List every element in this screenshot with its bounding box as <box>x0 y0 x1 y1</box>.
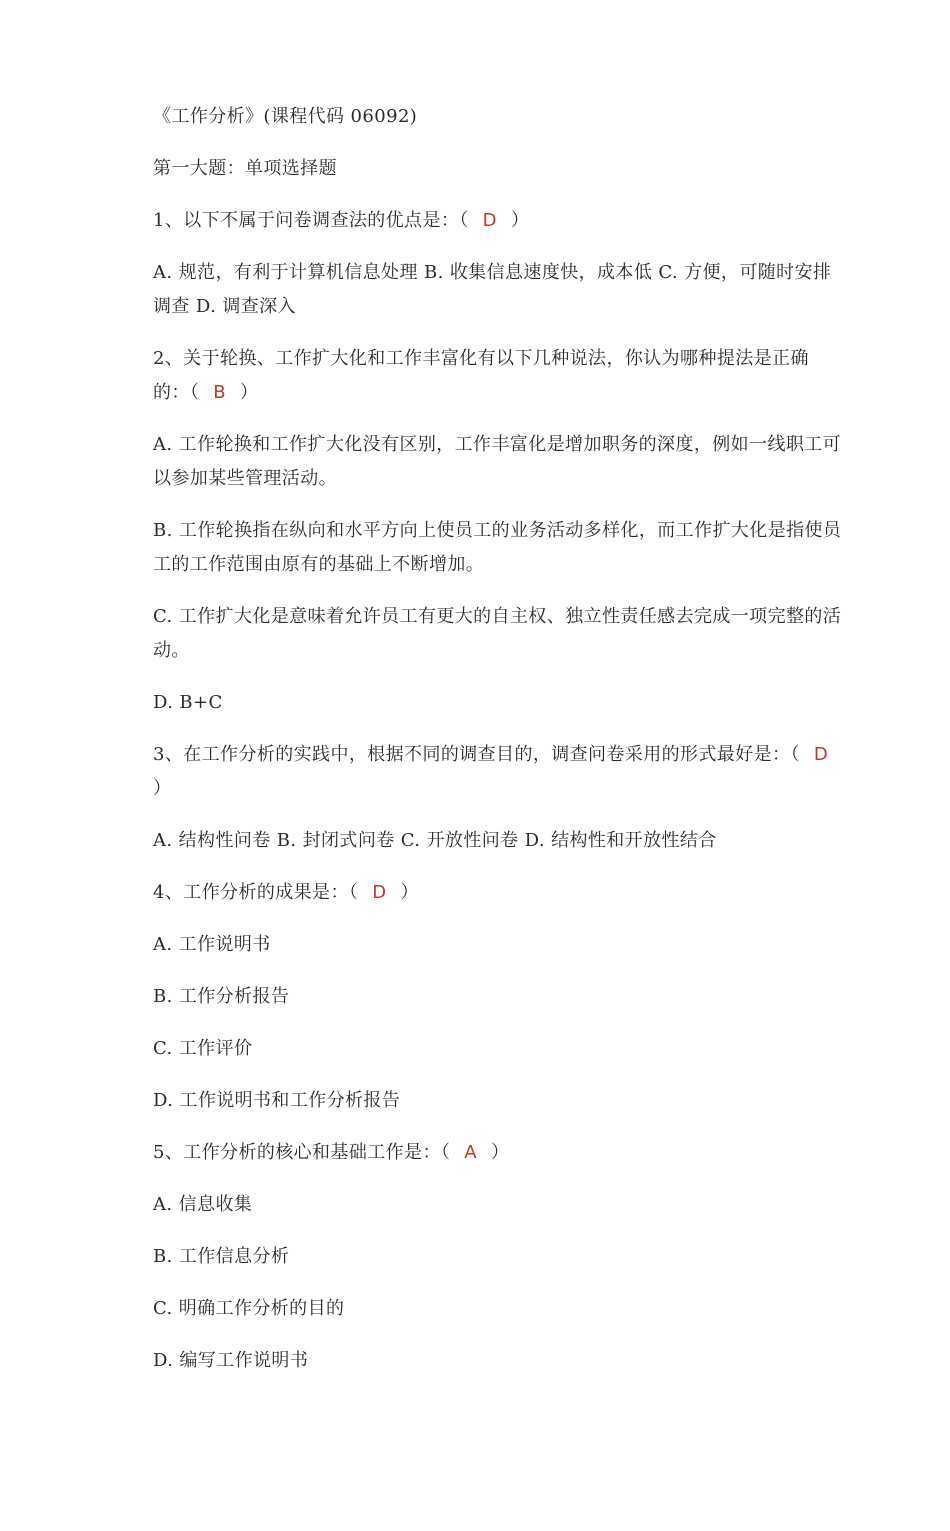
question-3-stem <box>153 738 843 806</box>
question-stem-text: 3、在工作分析的实践中，根据不同的调查目的，调查问卷采用的形式最好是： <box>153 744 791 765</box>
question-5-option-a: A. 信息收集 <box>153 1194 253 1215</box>
answer-mark: D <box>372 882 387 903</box>
document-page <box>153 100 843 1396</box>
open-paren: （ <box>189 382 200 403</box>
question-2-option-d: D. B+C <box>153 692 223 713</box>
close-paren: ） <box>490 1142 510 1163</box>
close-paren: ） <box>510 210 530 231</box>
question-5-option-d: D. 编写工作说明书 <box>153 1350 309 1371</box>
document-title: 《工作分析》(课程代码 06092) <box>153 106 418 127</box>
section-heading: 第一大题：单项选择题 <box>153 158 337 179</box>
question-stem-text: 2、关于轮换、工作扩大化和工作丰富化有以下几种说法，你认为哪种提法是正确的： <box>153 348 809 403</box>
question-3-options: A. 结构性问卷 B. 封闭式问卷 C. 开放性问卷 D. 结构性和开放性结合 <box>153 830 717 851</box>
question-stem-text: 1、以下不属于问卷调查法的优点是： <box>153 210 460 231</box>
question-1-stem <box>153 204 843 238</box>
answer-mark: A <box>464 1142 477 1163</box>
question-stem-text: 4、工作分析的成果是： <box>153 882 349 903</box>
answer-mark: D <box>482 210 497 231</box>
answer-mark: B <box>213 382 226 403</box>
open-paren: （ <box>440 1142 451 1163</box>
question-5-option-c: C. 明确工作分析的目的 <box>153 1298 345 1319</box>
question-4-option-c: C. 工作评价 <box>153 1038 253 1059</box>
question-2-stem <box>153 342 843 410</box>
question-4-option-d: D. 工作说明书和工作分析报告 <box>153 1090 401 1111</box>
question-4-option-b: B. 工作分析报告 <box>153 986 290 1007</box>
question-4-stem <box>153 876 843 910</box>
question-5-option-b: B. 工作信息分析 <box>153 1246 290 1267</box>
close-paren: ） <box>400 882 419 903</box>
answer-mark: D <box>813 744 829 765</box>
close-paren: ） <box>153 778 172 799</box>
open-paren: （ <box>348 882 359 903</box>
question-5-stem <box>153 1136 843 1170</box>
open-paren: （ <box>790 744 800 765</box>
question-4-option-a: A. 工作说明书 <box>153 934 271 955</box>
question-2-option-c: C. 工作扩大化是意味着允许员工有更大的自主权、独立性责任感去完成一项完整的活动。 <box>153 606 842 661</box>
close-paren: ） <box>239 382 259 403</box>
question-2-option-b: B. 工作轮换指在纵向和水平方向上使员工的业务活动多样化，而工作扩大化是指使员工的工作范围由原有的基础上不断增加。 <box>153 520 842 575</box>
open-paren: （ <box>459 210 469 231</box>
question-stem-text: 5、工作分析的核心和基础工作是： <box>153 1142 441 1163</box>
question-1-options: A. 规范，有利于计算机信息处理 B. 收集信息速度快，成本低 C. 方便，可随时安排调查 D. 调查深入 <box>153 262 832 317</box>
question-2-option-a: A. 工作轮换和工作扩大化没有区别，工作丰富化是增加职务的深度，例如一线职工可以参加某些管理活动。 <box>153 434 842 489</box>
